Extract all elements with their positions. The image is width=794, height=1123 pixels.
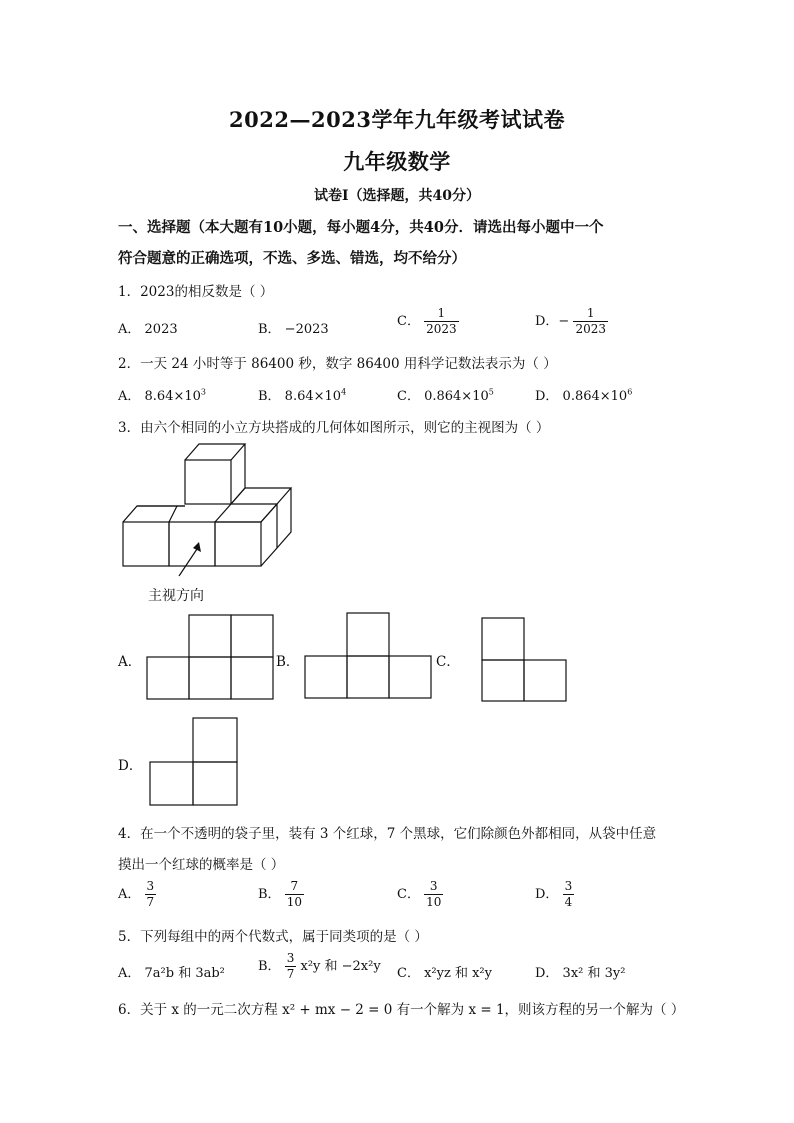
q3-option-b-figure[interactable]	[304, 612, 436, 700]
q4-option-a	[118, 880, 156, 909]
q1-d-denominator: 2023	[575, 322, 607, 337]
q1-c-numerator: 1	[437, 306, 446, 320]
q5-stem: 5．下列每组中的两个代数式，属于同类项的是（ ）	[118, 929, 428, 945]
q2-c-base: C． 0.864×10	[397, 389, 489, 404]
q4-stem-line2: 摸出一个红球的概率是（ ）	[118, 857, 285, 873]
q1-option-c	[397, 307, 459, 336]
q1-d-numerator: 1	[586, 306, 595, 320]
q4-a-numerator: 3	[146, 879, 155, 893]
q1-option-c-fraction	[424, 307, 459, 336]
q4-d-denominator: 4	[564, 895, 573, 910]
q4-option-b	[258, 880, 304, 909]
q1-option-d-prefix: D．−	[535, 314, 570, 330]
q2-option-d	[535, 385, 632, 404]
q3-cube-figure	[115, 438, 305, 578]
q3-option-a-label: A．	[118, 654, 142, 670]
q2-option-b	[258, 385, 346, 404]
q1-stem: 1．2023的相反数是（ ）	[118, 284, 274, 300]
q2-option-c	[397, 385, 494, 404]
section-instruction-line2: 符合题意的正确选项，不选、多选、错选，均不给分）	[118, 250, 466, 267]
q4-b-denominator: 10	[286, 895, 302, 910]
q5-b-denominator: 7	[286, 967, 295, 982]
q4-d-prefix: D．	[535, 887, 559, 903]
q3-option-c-label: C．	[436, 654, 460, 670]
q5-b-prefix: B．	[258, 959, 281, 975]
q4-d-fraction	[563, 880, 575, 909]
q4-b-numerator: 7	[290, 879, 299, 893]
exam-title: 2022—2023学年九年级考试试卷	[229, 107, 565, 132]
q2-option-a	[118, 385, 206, 404]
q2-stem: 2．一天 24 小时等于 86400 秒，数字 86400 用科学记数法表示为（ ）	[118, 356, 557, 372]
q1-c-denominator: 2023	[426, 322, 457, 337]
q1-option-c-prefix: C．	[397, 314, 420, 330]
q3-stem: 3．由六个相同的小立方块搭成的几何体如图所示，则它的主视图为（ ）	[118, 420, 550, 436]
q4-a-fraction	[145, 880, 157, 909]
q1-option-d-fraction	[573, 307, 608, 336]
q3-option-d-figure[interactable]	[149, 717, 239, 807]
section-instruction-line1: 一、选择题（本大题有10小题，每小题4分，共40分．请选出每小题中一个	[118, 219, 604, 236]
q4-c-prefix: C．	[397, 887, 420, 903]
q6-stem: 6．关于 x 的一元二次方程 x² + mx − 2 = 0 有一个解为 x = 1，则该方程的另一个解为（ ）	[118, 1002, 685, 1018]
q4-b-prefix: B．	[258, 887, 281, 903]
paper-part-label: 试卷Ⅰ（选择题，共40分）	[313, 188, 481, 204]
q3-option-b-label: B．	[276, 654, 300, 670]
q4-a-denominator: 7	[146, 895, 155, 910]
q4-d-numerator: 3	[564, 879, 573, 893]
q5-option-a: A． 7a²b 和 3ab²	[118, 966, 225, 981]
q4-option-d	[535, 880, 574, 909]
q4-option-c	[397, 880, 443, 909]
q5-option-c: C． x²yz 和 x²y	[397, 966, 492, 981]
q5-option-d: D． 3x² 和 3y²	[535, 966, 626, 981]
q2-d-exponent: 6	[627, 387, 633, 397]
q1-option-b: B． −2023	[258, 322, 329, 337]
q2-b-exponent: 4	[341, 387, 347, 397]
q1-option-d	[535, 307, 608, 336]
q2-b-base: B． 8.64×10	[258, 389, 342, 404]
q5-b-rest: x²y 和 −2x²y	[300, 959, 381, 975]
q4-c-numerator: 3	[429, 879, 438, 893]
q2-d-base: D． 0.864×10	[535, 389, 628, 404]
q4-b-fraction	[285, 880, 304, 909]
q5-b-fraction	[285, 952, 297, 981]
q2-a-exponent: 3	[200, 387, 206, 397]
q1-option-a: A． 2023	[118, 322, 178, 337]
q4-stem-line1: 4．在一个不透明的袋子里，装有 3 个红球，7 个黑球，它们除颜色外都相同，从袋中任意	[118, 826, 657, 842]
q2-a-base: A． 8.64×10	[118, 389, 201, 404]
q3-option-a-figure[interactable]	[146, 614, 276, 700]
q3-view-direction-label: 主视方向	[148, 588, 204, 604]
q5-b-numerator: 3	[286, 951, 295, 965]
q3-option-d-label: D．	[118, 758, 143, 774]
subject-title: 九年级数学	[343, 149, 451, 174]
q3-option-c-figure[interactable]	[481, 617, 569, 703]
q4-c-fraction	[424, 880, 443, 909]
q5-option-b	[258, 952, 381, 981]
q4-c-denominator: 10	[426, 895, 442, 910]
q4-a-prefix: A．	[118, 887, 141, 903]
q2-c-exponent: 5	[488, 387, 494, 397]
